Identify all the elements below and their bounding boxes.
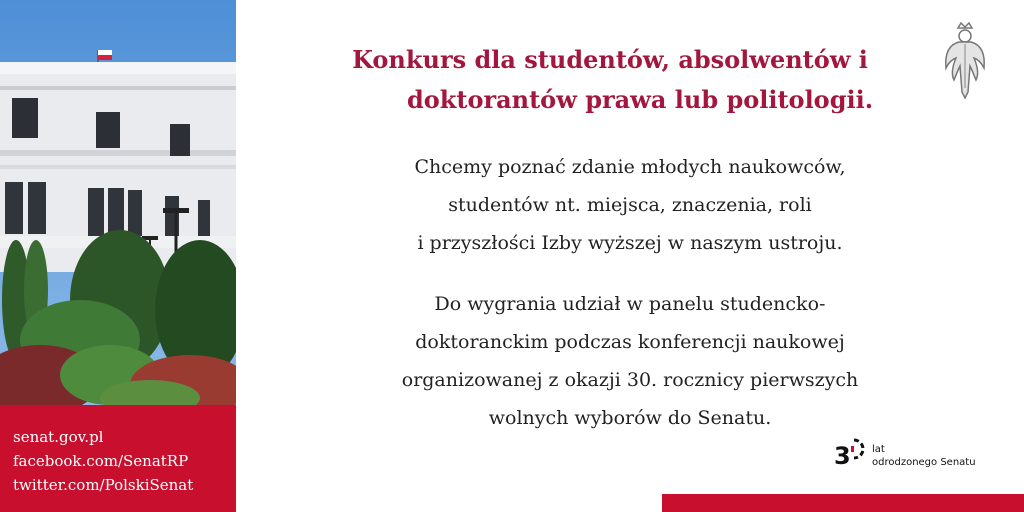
logo-number: 3	[834, 442, 851, 470]
paragraph-prize	[300, 285, 960, 437]
eagle-emblem-icon	[940, 22, 990, 100]
link-facebook[interactable]: facebook.com/SenatRP	[13, 452, 189, 470]
link-twitter[interactable]: twitter.com/PolskiSenat	[13, 476, 194, 494]
headline-line-1: Konkurs dla studentów, absolwentów i	[352, 45, 868, 74]
paragraph-line: organizowanej z okazji 30. rocznicy pierwszych	[401, 369, 859, 391]
headline	[300, 40, 920, 120]
link-website[interactable]: senat.gov.pl	[13, 428, 104, 446]
headline-line-2: doktorantów prawa lub politologii.	[406, 85, 874, 114]
paragraph-line: doktoranckim podczas konferencji naukowej	[415, 331, 845, 353]
logo-ring-icon	[846, 436, 870, 464]
accent-bar	[662, 494, 1024, 512]
logo-text-lat: lat	[872, 444, 885, 455]
thirty-years-logo	[832, 436, 1002, 476]
paragraph-line: Do wygrania udział w panelu studencko-	[434, 293, 826, 315]
logo-text-senate: odrodzonego Senatu	[872, 457, 976, 468]
paragraph-line: i przyszłości Izby wyższej w naszym ustroju.	[417, 232, 843, 254]
paragraph-line: studentów nt. miejsca, znaczenia, roli	[448, 194, 812, 216]
paragraph-line: Chcemy poznać zdanie młodych naukowców,	[414, 156, 846, 178]
paragraph-line: wolnych wyborów do Senatu.	[488, 407, 772, 429]
paragraph-intro	[300, 148, 960, 262]
senate-building-photo	[0, 0, 236, 405]
social-links	[0, 405, 236, 512]
